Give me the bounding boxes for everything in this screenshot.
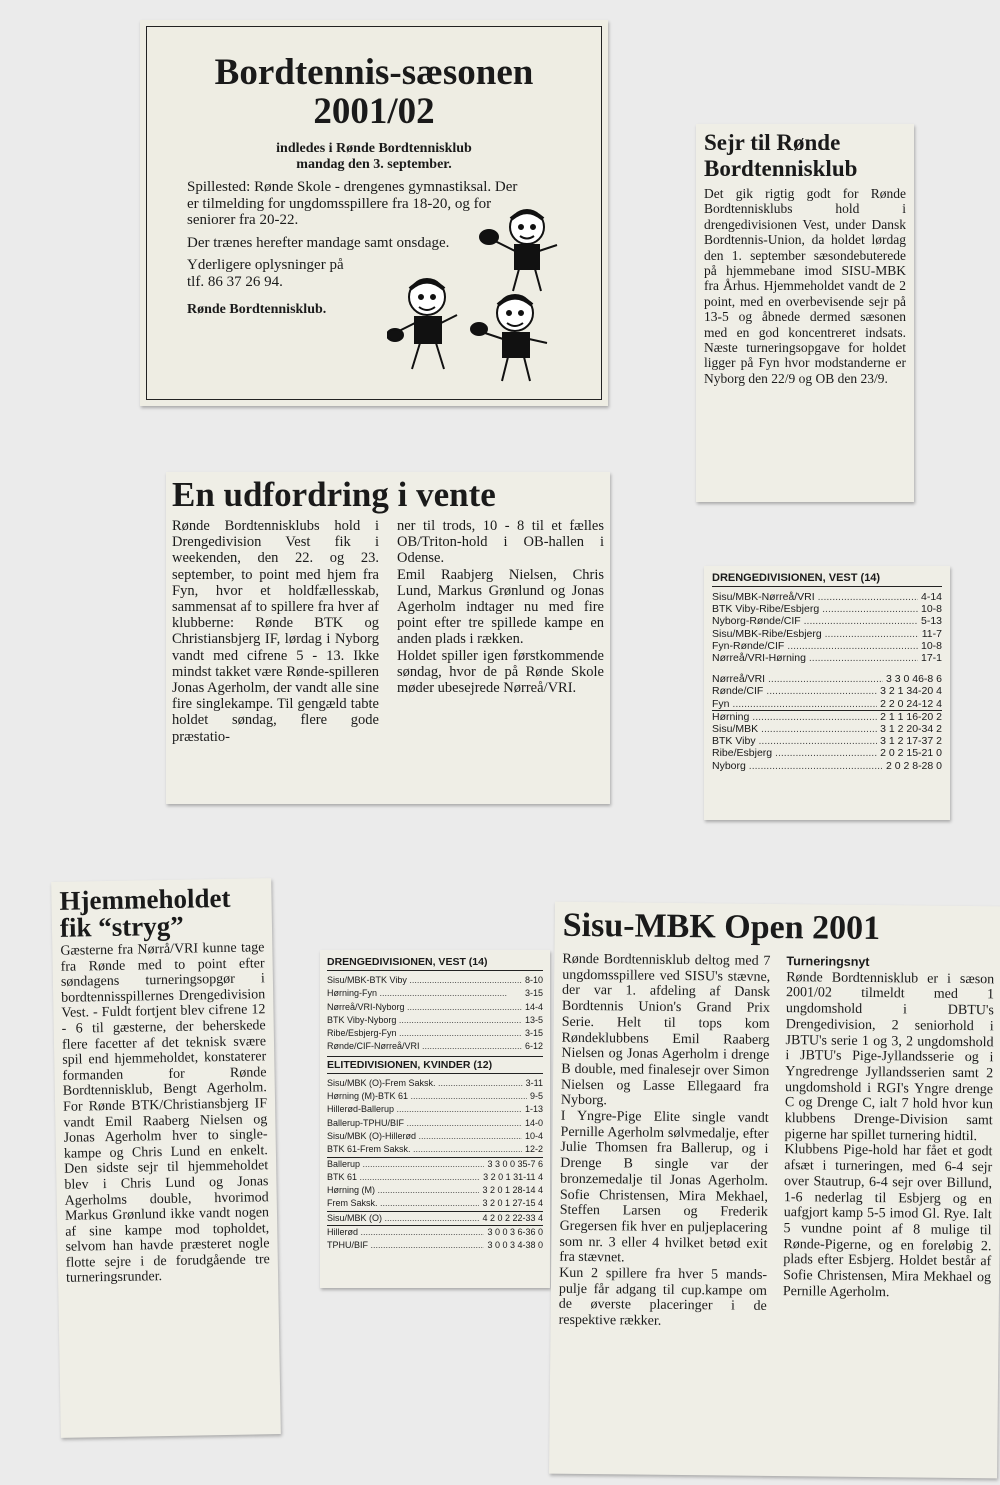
team-name: BTK Viby ..... bbox=[712, 735, 877, 747]
announcement-subtitle-line2: mandag den 3. september. bbox=[296, 157, 452, 172]
team-stats: 3 0 0 3 4-38 0 bbox=[487, 1240, 543, 1251]
match-name: Nørreå/VRI-Hørning ..... bbox=[712, 652, 918, 664]
match-score: 13-5 bbox=[524, 1014, 543, 1025]
results-header-1: DRENGEDIVISIONEN, VEST (14) bbox=[327, 956, 543, 971]
sisu-open-col1-p1: Rønde Bordtennisklub deltog med 7 ungdomsspillere ved SISU's stævne, der var 1. afdeling af Dansk Bordtennis Union's Grand Prix Serie. Helt til tops kom Røndeklubbens Emil Raaberg Nielsen og Jonas Agerholm i drenge B double, med finalesejr over Simon Nielsen og Lasse Ellegaard fra Nyborg. bbox=[560, 951, 771, 1109]
match-name: Rønde/CIF-Nørreå/VRI ..... bbox=[327, 1040, 522, 1053]
table-row bbox=[712, 747, 942, 759]
team-stats: 3 2 0 1 31-11 4 bbox=[483, 1171, 543, 1182]
table-row bbox=[327, 1171, 543, 1184]
table-row bbox=[712, 723, 942, 735]
match-score: 14-0 bbox=[524, 1117, 543, 1128]
team-stats: 2 0 2 15-21 0 bbox=[880, 747, 942, 760]
match-row bbox=[327, 1014, 543, 1027]
match-score: 3-11 bbox=[525, 1077, 543, 1088]
standings-small-clipping bbox=[704, 566, 950, 820]
match-row bbox=[327, 1130, 543, 1143]
team-name: Ballerup ..... bbox=[327, 1158, 484, 1171]
match-name: Ribe/Esbjerg-Fyn ..... bbox=[327, 1027, 522, 1040]
announcement-signature: Rønde Bordtennisklub. bbox=[187, 302, 327, 317]
team-name: Sisu/MBK ..... bbox=[712, 723, 877, 735]
match-name: Hillerød-Ballerup ..... bbox=[327, 1103, 522, 1116]
team-name: Nyborg ..... bbox=[712, 760, 883, 772]
table-row bbox=[712, 711, 942, 723]
team-stats: 3 1 2 17-37 2 bbox=[880, 735, 942, 748]
team-stats: 3 3 0 0 35-7 6 bbox=[487, 1158, 543, 1169]
table-row bbox=[327, 1212, 543, 1226]
sejr-clipping bbox=[696, 124, 914, 502]
team-name: Frem Saksk. ..... bbox=[327, 1197, 479, 1210]
match-score: 10-8 bbox=[920, 603, 942, 616]
announcement-para2: Der trænes herefter mandage samt onsdage. bbox=[187, 234, 450, 251]
match-row bbox=[327, 1143, 543, 1157]
match-row bbox=[712, 615, 942, 627]
team-name: Hillerød ..... bbox=[327, 1226, 484, 1239]
match-score: 11-7 bbox=[921, 627, 942, 640]
team-stats: 3 2 1 34-20 4 bbox=[880, 685, 942, 698]
udfordring-col2-p3: Holdet spiller igen førstkommende søndag, hvor de på Rønde Skole møder ubesejrede Nørreå/VRI. bbox=[397, 647, 604, 697]
sisu-open-col2-heading: Turneringsnyt bbox=[786, 954, 870, 969]
announcement-subtitle-line1: indledes i Rønde Bordtennisklub bbox=[276, 141, 472, 156]
match-name: Sisu/MBK-Nørreå/VRI ..... bbox=[712, 591, 918, 603]
standings-small-table bbox=[712, 673, 942, 772]
standings-small-header: DRENGEDIVISIONEN, VEST (14) bbox=[712, 572, 942, 587]
match-name: Nørreå/VRI-Nyborg ..... bbox=[327, 1001, 522, 1014]
match-name: Fyn-Rønde/CIF ..... bbox=[712, 640, 918, 652]
sisu-open-columns bbox=[559, 952, 995, 1333]
hjemme-text: Gæsterne fra Nørrå/VRI kunne tage fra Rønde med to point efter søndagens turneringsopgør i bordtennisspillernes Drengedivision Vest. - Fuldt fortjent blev cifrene 12 - 6 til gæsterne, der beherskede flere facetter af det teknisk svære spil end hjemmeholdet, konstaterer formanden for Rønde Bordtennisklub, Bengt Agerholm. For Rønde BTK/Christiansbjerg IF vandt Emil Raaberg Nielsen og Jonas Agerholm hver to single-kampe og Chris Lund en enkelt. Den sidste sejr til hjemmeholdet blev i Chris Lund og Jonas Agerholms double, hvorimod Markus Grønlund ikke vandt nogen af sine kampe mod topholdet, selvom han havde præsteret nogle flotte sejre i de forudgående tre turneringsrunder. bbox=[60, 940, 270, 1287]
table-row bbox=[327, 1197, 543, 1211]
team-name: TPHU/BIF ..... bbox=[327, 1239, 484, 1252]
match-score: 14-4 bbox=[524, 1001, 543, 1012]
announcement-title-line1: Bordtennis-sæsonen bbox=[214, 52, 534, 93]
match-name: BTK Viby-Nyborg ..... bbox=[327, 1014, 522, 1027]
match-row bbox=[327, 1001, 543, 1014]
match-row bbox=[327, 1090, 543, 1103]
team-name: BTK 61 ..... bbox=[327, 1171, 480, 1184]
team-stats: 3 2 0 1 28-14 4 bbox=[482, 1185, 543, 1196]
team-stats: 2 1 1 16-20 2 bbox=[880, 710, 942, 723]
match-name: Sisu/MBK (O)-Hillerød ..... bbox=[327, 1130, 522, 1143]
match-name: Sisu/MBK-BTK Viby ..... bbox=[327, 974, 522, 987]
match-name: BTK 61-Frem Saksk. ..... bbox=[327, 1143, 522, 1156]
match-score: 8-10 bbox=[524, 975, 543, 985]
match-row bbox=[712, 628, 942, 640]
standings-small-matches bbox=[712, 591, 942, 664]
match-row bbox=[327, 1103, 543, 1116]
sisu-open-col1-p3: Kun 2 spillere fra hver 5 mands-pulje får adgang til cup.kampe om de øverste placeringer i de respektive rækker. bbox=[558, 1265, 768, 1329]
sisu-open-col2 bbox=[783, 954, 995, 1333]
match-score: 1-13 bbox=[524, 1104, 543, 1115]
match-name: Hørning (M)-BTK 61 ..... bbox=[327, 1090, 527, 1103]
match-row bbox=[327, 1077, 543, 1090]
announcement-para3: Yderligere oplysninger på tlf. 86 37 26 94. bbox=[187, 257, 344, 290]
match-name: BTK Viby-Ribe/Esbjerg ..... bbox=[712, 603, 918, 615]
announcement-para1: Spillested: Rønde Skole - drengenes gymnastiksal. Der er tilmelding for ungdomsspillere fra 18-20, og for seniorer fra 20-22. bbox=[187, 179, 518, 228]
match-score: 4-14 bbox=[920, 591, 942, 603]
announcement-clipping bbox=[140, 20, 608, 406]
team-name: Rønde/CIF ..... bbox=[712, 685, 877, 697]
match-score: 10-4 bbox=[524, 1130, 543, 1141]
table-row bbox=[712, 760, 942, 772]
table-row bbox=[712, 735, 942, 747]
table-tennis-kids-illustration bbox=[387, 197, 567, 387]
sisu-open-title: Sisu-MBK Open 2001 bbox=[562, 906, 881, 948]
announcement-frame bbox=[146, 26, 602, 400]
udfordring-title: En udfordring i vente bbox=[172, 475, 496, 514]
team-name: Sisu/MBK (O) ..... bbox=[327, 1212, 479, 1225]
match-row bbox=[327, 1117, 543, 1130]
udfordring-col2-p2: Emil Raabjerg Nielsen, Chris Lund, Markus Grønlund og Jonas Agerholm indtager nu med fire point efter tre spillede kampe en anden plads i rækken. bbox=[397, 566, 604, 648]
team-stats: 2 2 0 24-12 4 bbox=[880, 697, 942, 710]
udfordring-col2 bbox=[397, 518, 604, 745]
match-score: 10-8 bbox=[920, 639, 942, 652]
team-stats: 2 0 2 8-28 0 bbox=[885, 759, 942, 772]
match-row bbox=[327, 987, 543, 1000]
team-name: Fyn ..... bbox=[712, 698, 877, 710]
table-row bbox=[712, 673, 942, 685]
udfordring-col1-text: Rønde Bordtennisklubs hold i Drengedivision Vest fik i weekenden, den 22. og 23. september, to point med hjem fra Fyn, hvor et holdfællesskab, sammensat af to spillere fra hver af klubberne: Rønde BTK og Christiansbjerg IF, lørdag i Nyborg vandt med cifrene 5 - 13. Ikke mindst takket være Rønde-spilleren Jonas Agerholm, der vandt alle sine fire singlekampe. Til gengæld tabte holdet søndag, flere gode præstatio- bbox=[172, 518, 379, 745]
sisu-open-col1 bbox=[559, 952, 771, 1331]
match-score: 12-2 bbox=[524, 1144, 543, 1155]
table-row bbox=[327, 1226, 543, 1239]
match-score: 17-1 bbox=[920, 652, 942, 665]
announcement-subtitle bbox=[161, 141, 587, 173]
match-name: Hørning-Fyn ..... bbox=[327, 987, 522, 1000]
sejr-title: Sejr til Rønde Bordtennisklub bbox=[704, 130, 858, 181]
match-score: 9-5 bbox=[529, 1091, 543, 1102]
team-stats: 3 1 2 20-34 2 bbox=[880, 723, 942, 736]
match-name: Sisu/MBK (O)-Frem Saksk. ..... bbox=[327, 1077, 523, 1090]
table-row bbox=[712, 698, 942, 711]
table-row bbox=[327, 1184, 543, 1197]
team-stats: 3 0 0 3 6-36 0 bbox=[487, 1227, 543, 1238]
match-row bbox=[712, 591, 942, 603]
match-name: Sisu/MBK-Ribe/Esbjerg ..... bbox=[712, 628, 919, 640]
match-row bbox=[327, 1040, 543, 1053]
match-score: 5-13 bbox=[920, 615, 942, 628]
match-row bbox=[327, 1027, 543, 1040]
results-header-2: ELITEDIVISIONEN, KVINDER (12) bbox=[327, 1056, 543, 1074]
udfordring-clipping bbox=[166, 472, 610, 804]
table-row bbox=[327, 1239, 543, 1252]
match-name: Nyborg-Rønde/CIF ..... bbox=[712, 615, 918, 627]
team-name: Hørning ..... bbox=[712, 711, 877, 723]
udfordring-columns bbox=[172, 518, 604, 745]
team-name: Nørreå/VRI ..... bbox=[712, 673, 883, 685]
team-name: Ribe/Esbjerg ..... bbox=[712, 747, 877, 759]
announcement-title-line2: 2001/02 bbox=[313, 91, 435, 132]
match-row bbox=[712, 603, 942, 615]
match-row bbox=[712, 652, 942, 664]
match-row bbox=[327, 974, 543, 987]
table-row bbox=[327, 1158, 543, 1171]
sisu-open-col1-p2: I Yngre-Pige Elite single vandt Pernille Agerholm sølvmedalje, efter Julie Thomsen fra Ballerup, og i Drenge B single var der bronzemedalje til Jonas Agerholm. Sofie Christensen, Mira Mekhael, Steffen Larsen og Frederik Gregersen fik hver en puljeplacering som nr. 3 eller 4 hvilket betød exit fra stævnet. bbox=[559, 1108, 769, 1266]
sejr-text: Det gik rigtig godt for Rønde Bordtennisklubs hold i drengedivisionen Vest, under Dansk Bordtennis-Union, da holdet lørdag den 1. september sæsondebuterede på hjemmebane imod SISU-MBK fra Århus. Hjemmeholdet vandt de 2 point, med en overbevisende sejr på 13-5 og åbnede dermed sæsonen med en god koncentreret indsats. Næste turneringsopgave for holdet ligger på Fyn hvor modstanderne er Nyborg den 22/9 og OB den 23/9. bbox=[704, 186, 906, 386]
team-stats: 3 3 0 46-8 6 bbox=[885, 673, 942, 686]
team-name: Hørning (M) ..... bbox=[327, 1184, 479, 1197]
match-score: 6-12 bbox=[524, 1041, 543, 1052]
sisu-open-clipping bbox=[549, 902, 1000, 1479]
team-stats: 4 2 0 2 22-33 4 bbox=[482, 1212, 543, 1223]
hjemme-clipping bbox=[51, 878, 281, 1438]
match-name: Ballerup-TPHU/BIF ..... bbox=[327, 1117, 522, 1130]
hjemme-title: Hjemmeholdet fik “stryg” bbox=[59, 882, 231, 943]
match-row bbox=[712, 640, 942, 652]
match-score: 3-15 bbox=[524, 1028, 543, 1039]
team-stats: 3 2 0 1 27-15 4 bbox=[482, 1198, 543, 1209]
sisu-open-col2-p2: Klubbens Pige-hold har fået et godt afsæt i turneringen, med 6-4 sejr over Stautrup, 6-4 sejr over Billund, 1-6 nederlag til Esbjerg og en uafgjort kamp 5-5 imod Gl. Rye. Ialt 5 vundne point af 8 mulige til Rønde-Pigerne, og en foreløbig 2. plads efter Esbjerg. Holdet består af Sofie Christensen, Mira Mekhael og Pernille Agerholm. bbox=[782, 1142, 993, 1300]
results-table-clipping bbox=[320, 950, 550, 1288]
table-row bbox=[712, 685, 942, 697]
udfordring-col2-p1: ner til trods, 10 - 8 til et fælles OB/Triton-hold i OB-hallen i Odense. bbox=[397, 518, 604, 567]
announcement-title bbox=[161, 53, 587, 131]
sisu-open-col2-p1: Rønde Bordtennisklub er i sæson 2001/02 tilmeldt med 1 ungdomshold i DBTU's Drengedivision, 2 seniorhold i JBTU's serie 1 og 3, 2 ungdomshold i JBTU's Pige-Jyllandsserie og i Yngredrenge Jyllandsserien samt 2 ungdomshold i RGI's Yngre drenge C og Drenge C, ialt 7 hold hvor kun klubbens Drenge-Division samt pigerne har spillet turnering hidtil. bbox=[784, 969, 995, 1144]
match-score: 3-15 bbox=[524, 988, 543, 999]
udfordring-col1 bbox=[172, 518, 379, 745]
